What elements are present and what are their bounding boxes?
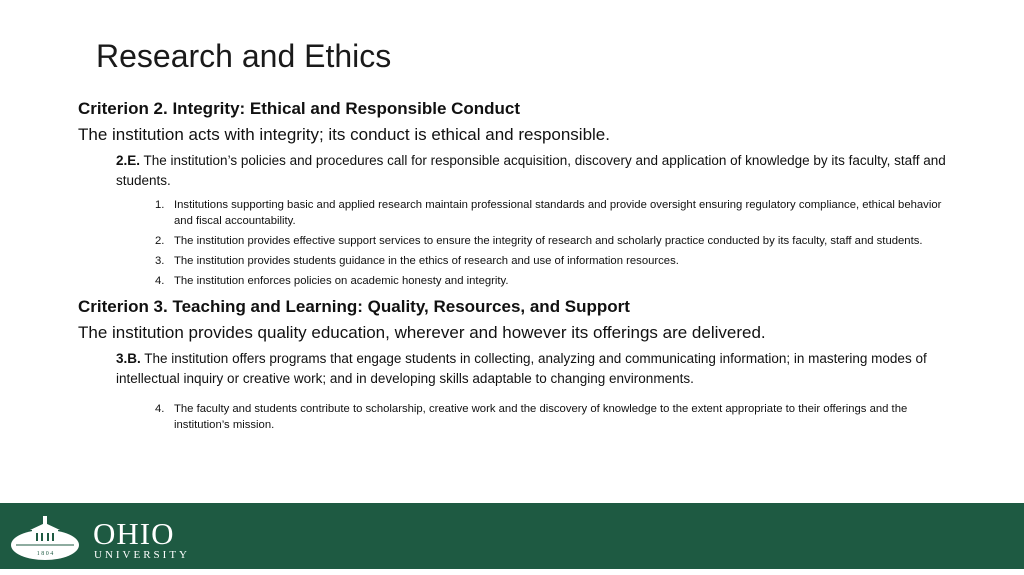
criterion-3b-list [155, 401, 954, 433]
logo-word: OHIO [93, 516, 175, 551]
list-item-number: 2. [155, 235, 165, 247]
list-item-number: 1. [155, 199, 165, 211]
footer-band [0, 503, 1024, 569]
list-item-text: The faculty and students contribute to scholarship, creative work and the discovery of knowledge to the extent appropriate to their offerings and the institution’s mission. [174, 403, 908, 431]
list-item-text: Institutions supporting basic and applied research maintain professional standards and provide oversight ensuring regulatory compliance, ethical behavior and fiscal accountability. [174, 199, 942, 227]
criterion-2e-list [155, 197, 954, 289]
criterion-3-heading: Criterion 3. Teaching and Learning: Quality, Resources, and Support [78, 297, 630, 316]
ohio-university-logo [10, 515, 190, 561]
list-item-number: 4. [155, 403, 165, 415]
list-item-text: The institution enforces policies on academic honesty and integrity. [174, 275, 509, 287]
criterion-3b-code: 3.B. [116, 351, 141, 366]
list-item-text: The institution provides students guidance in the ethics of research and use of information resources. [174, 255, 679, 267]
criterion-2-heading: Criterion 2. Integrity: Ethical and Responsible Conduct [78, 99, 521, 118]
slide-title: Research and Ethics [96, 38, 392, 74]
criterion-3-description: The institution provides quality education, wherever and however its offerings are delivered. [78, 323, 766, 342]
criterion-2e-paragraph [116, 151, 966, 191]
list-item [155, 233, 954, 249]
logo-subword: UNIVERSITY [94, 549, 190, 561]
list-item-number: 3. [155, 255, 165, 267]
slide-content [78, 97, 978, 439]
list-item [155, 273, 954, 289]
list-item-number: 4. [155, 275, 165, 287]
criterion-2e-text: The institution’s policies and procedures call for responsible acquisition, discovery and application of knowledge by its faculty, staff and students. [116, 153, 946, 188]
list-item-text: The institution provides effective support services to ensure the integrity of research and scholarly practice conducted by its faculty, staff and students. [174, 235, 923, 247]
university-seal-icon [10, 515, 80, 561]
criterion-2e-code: 2.E. [116, 153, 141, 168]
list-item [155, 197, 954, 229]
criterion-3b-paragraph [116, 349, 966, 389]
list-item [155, 401, 954, 433]
seal-year: 1 8 0 4 [36, 551, 54, 557]
criterion-3b-text: The institution offers programs that engage students in collecting, analyzing and communicating information; in mastering modes of intellectual inquiry or creative work; and in developing skills adaptable to changing environments. [116, 351, 927, 386]
criterion-2-description: The institution acts with integrity; its conduct is ethical and responsible. [78, 125, 610, 144]
list-item [155, 253, 954, 269]
